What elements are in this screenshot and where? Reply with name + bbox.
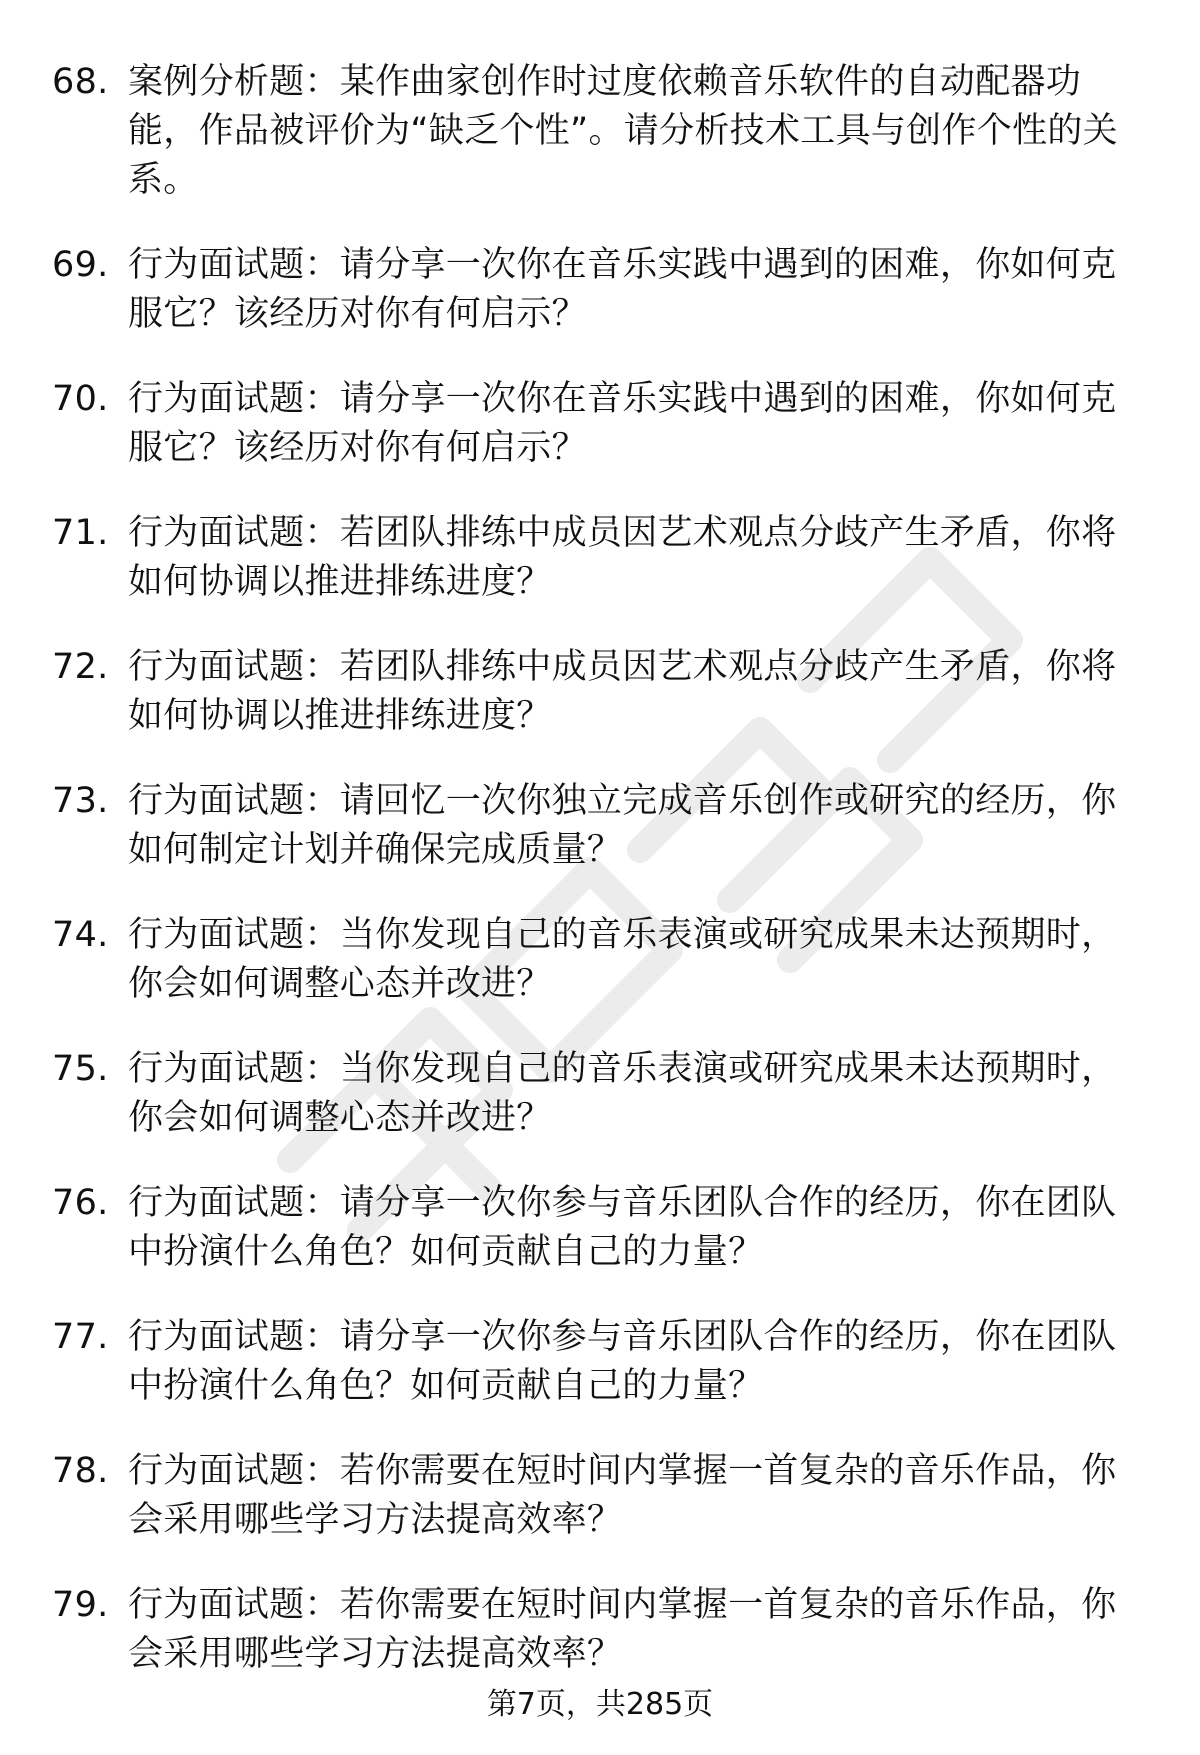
question-item xyxy=(52,777,1152,875)
question-number: 72. xyxy=(52,647,109,687)
question-text: 行为面试题：当你发现自己的音乐表演或研究成果未达预期时，你会如何调整心态并改进？ xyxy=(128,915,1117,1004)
question-number: 74. xyxy=(52,915,109,955)
question-item xyxy=(52,375,1152,473)
question-text: 行为面试题：请分享一次你在音乐实践中遇到的困难，你如何克服它？该经历对你有何启示？ xyxy=(128,245,1117,334)
page-number-label: 第7页，共285页 xyxy=(486,1687,714,1722)
question-text: 行为面试题：若你需要在短时间内掌握一首复杂的音乐作品，你会采用哪些学习方法提高效率？ xyxy=(128,1585,1117,1674)
question-item xyxy=(52,509,1152,607)
question-item xyxy=(52,1447,1152,1545)
question-number: 69. xyxy=(52,245,109,285)
question-item xyxy=(52,1179,1152,1277)
question-text: 行为面试题：若团队排练中成员因艺术观点分歧产生矛盾，你将如何协调以推进排练进度？ xyxy=(128,647,1117,736)
question-item xyxy=(52,643,1152,741)
question-item xyxy=(52,1313,1152,1411)
question-number: 76. xyxy=(52,1183,109,1223)
question-number: 71. xyxy=(52,513,109,553)
question-item xyxy=(52,241,1152,339)
question-list xyxy=(52,58,1152,1715)
question-text: 行为面试题：请分享一次你参与音乐团队合作的经历，你在团队中扮演什么角色？如何贡献自己的力量？ xyxy=(128,1317,1117,1406)
question-number: 73. xyxy=(52,781,109,821)
question-text: 行为面试题：请分享一次你参与音乐团队合作的经历，你在团队中扮演什么角色？如何贡献自己的力量？ xyxy=(128,1183,1117,1272)
question-item xyxy=(52,911,1152,1009)
question-number: 79. xyxy=(52,1585,109,1625)
question-item xyxy=(52,1581,1152,1679)
page-footer xyxy=(0,1685,1200,1725)
question-text: 行为面试题：请回忆一次你独立完成音乐创作或研究的经历，你如何制定计划并确保完成质量？ xyxy=(128,781,1117,870)
question-text: 行为面试题：若你需要在短时间内掌握一首复杂的音乐作品，你会采用哪些学习方法提高效率？ xyxy=(128,1451,1117,1540)
question-number: 77. xyxy=(52,1317,109,1357)
question-text: 行为面试题：请分享一次你在音乐实践中遇到的困难，你如何克服它？该经历对你有何启示？ xyxy=(128,379,1117,468)
question-number: 78. xyxy=(52,1451,109,1491)
question-text: 案例分析题：某作曲家创作时过度依赖音乐软件的自动配器功能，作品被评价为“缺乏个性”。请分析技术工具与创作个性的关系。 xyxy=(128,62,1118,200)
question-text: 行为面试题：当你发现自己的音乐表演或研究成果未达预期时，你会如何调整心态并改进？ xyxy=(128,1049,1117,1138)
question-number: 68. xyxy=(52,62,109,102)
question-item xyxy=(52,1045,1152,1143)
question-number: 70. xyxy=(52,379,109,419)
question-item xyxy=(52,58,1152,205)
question-text: 行为面试题：若团队排练中成员因艺术观点分歧产生矛盾，你将如何协调以推进排练进度？ xyxy=(128,513,1117,602)
question-number: 75. xyxy=(52,1049,109,1089)
